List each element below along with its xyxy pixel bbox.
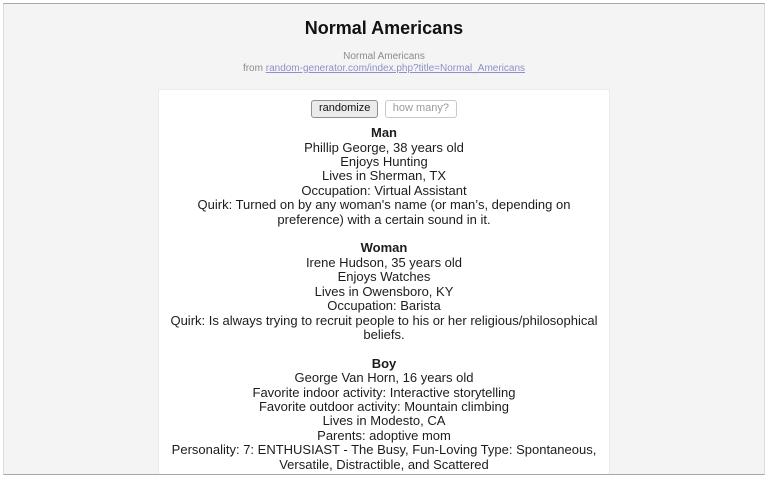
page-title: Normal Americans <box>304 18 464 38</box>
person-section <box>169 357 599 472</box>
source-link[interactable]: random-generator.com/index.php?title=Normal_Americans <box>265 62 526 74</box>
detail-line: Favorite indoor activity: Interactive storytelling <box>252 384 516 400</box>
randomize-button[interactable]: randomize <box>311 100 378 118</box>
generator-name: Normal Americans <box>343 51 425 62</box>
source-prefix: from <box>242 62 266 74</box>
page-subtitle <box>4 51 764 74</box>
person-lines <box>169 371 599 472</box>
detail-line: Irene Hudson, 35 years old <box>305 254 463 270</box>
detail-line: Parents: adoptive mom <box>317 427 451 443</box>
person-section <box>169 126 599 227</box>
result-sections <box>169 126 599 472</box>
detail-line: Occupation: Barista <box>327 298 441 314</box>
person-heading: Woman <box>360 240 408 256</box>
person-heading: Man <box>371 125 397 141</box>
person-lines <box>169 256 599 342</box>
detail-line: Lives in Owensboro, KY <box>314 283 454 299</box>
detail-line: Enjoys Watches <box>337 269 431 285</box>
how-many-button[interactable]: how many? <box>385 100 457 118</box>
detail-line: Personality: 7: ENTHUSIAST - The Busy, Fun-Loving Type: Spontaneous, Versatile, Distractible, and Scattered <box>171 442 597 472</box>
detail-line: George Van Horn, 16 years old <box>294 370 474 386</box>
person-section <box>169 241 599 342</box>
detail-line: Lives in Sherman, TX <box>321 168 447 184</box>
person-lines <box>169 141 599 227</box>
detail-line: Enjoys Hunting <box>340 154 428 170</box>
person-heading: Boy <box>371 355 397 371</box>
detail-line: Occupation: Virtual Assistant <box>301 182 467 198</box>
source-line <box>4 63 764 75</box>
detail-line: Quirk: Turned on by any woman's name (or man’s, depending on preference) with a certain sound in it. <box>197 197 571 227</box>
browser-viewport <box>3 3 765 475</box>
detail-line: Quirk: Is always trying to recruit people to his or her religious/philosophical beliefs. <box>170 312 598 342</box>
toolbar <box>169 100 599 118</box>
detail-line: Favorite outdoor activity: Mountain climbing <box>258 398 509 414</box>
detail-line: Phillip George, 38 years old <box>304 139 464 155</box>
detail-line: Lives in Modesto, CA <box>322 413 446 429</box>
result-card <box>158 89 610 475</box>
